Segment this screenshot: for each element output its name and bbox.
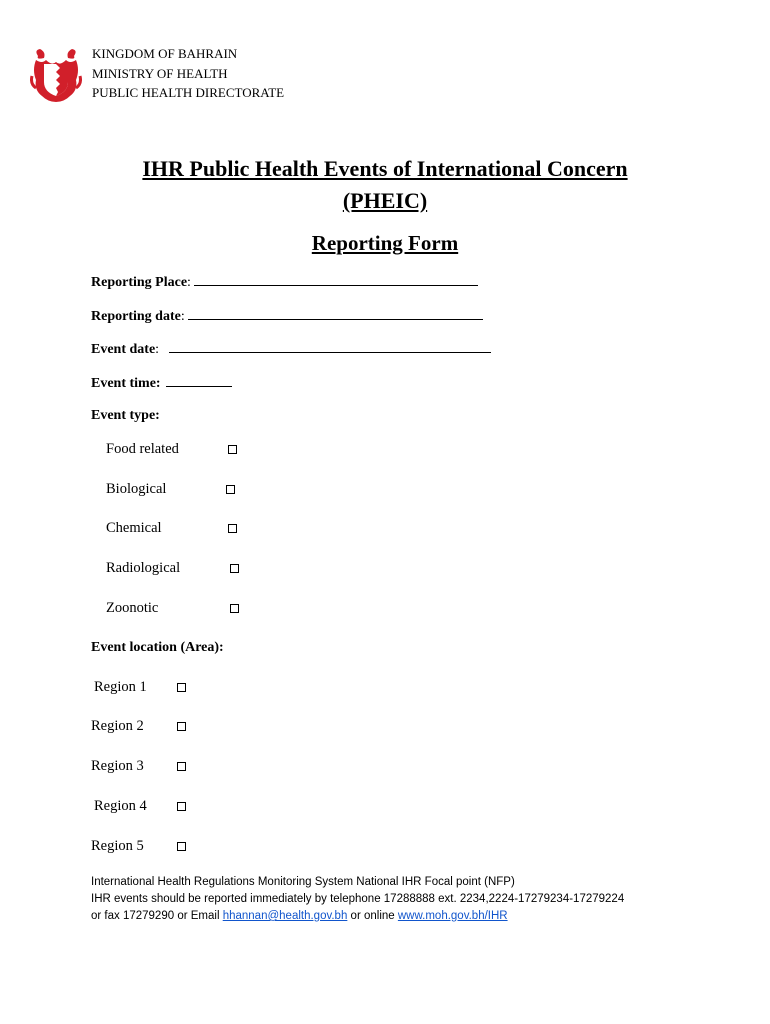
- event-date-field: Event date:: [91, 340, 491, 358]
- header-kingdom: KINGDOM OF BAHRAIN: [92, 46, 238, 61]
- footer-fax-text: or fax 17279290 or Email: [91, 910, 223, 922]
- region-1-checkbox[interactable]: [177, 683, 186, 692]
- region-3-checkbox[interactable]: [177, 762, 186, 771]
- header-directorate: PUBLIC HEALTH DIRECTORATE: [92, 85, 285, 100]
- website-link[interactable]: www.moh.gov.bh/IHR: [397, 910, 508, 922]
- region-5-checkbox[interactable]: [177, 842, 186, 851]
- form-subtitle: Reporting Form: [311, 231, 459, 255]
- event-type-zoonotic-checkbox[interactable]: [230, 604, 239, 613]
- footer-contact: [91, 908, 508, 925]
- email-link[interactable]: hhannan@health.gov.bh: [222, 910, 348, 922]
- region-4-checkbox[interactable]: [177, 802, 186, 811]
- footer-nfp: International Health Regulations Monitoring System National IHR Focal point (NFP): [91, 876, 515, 888]
- event-location-heading: Event location (Area):: [91, 640, 224, 655]
- form-title-abbrev: (PHEIC): [342, 188, 428, 213]
- region-4-label: Region 4: [94, 798, 147, 814]
- event-type-biological-label: Biological: [106, 481, 167, 497]
- reporting-date-label: Reporting date: [91, 309, 181, 324]
- event-time-label: Event time:: [91, 376, 161, 391]
- event-time-input[interactable]: [166, 374, 232, 387]
- region-5-label: Region 5: [91, 838, 144, 854]
- region-2-label: Region 2: [91, 718, 144, 734]
- event-type-radiological-label: Radiological: [106, 560, 181, 576]
- event-time-field: [91, 374, 232, 392]
- reporting-place-field: Reporting Place:: [91, 273, 478, 291]
- event-type-food-checkbox[interactable]: [228, 445, 237, 454]
- event-type-chemical-checkbox[interactable]: [228, 524, 237, 533]
- region-3-label: Region 3: [91, 758, 144, 774]
- event-type-heading: Event type:: [91, 408, 160, 423]
- event-type-biological-checkbox[interactable]: [226, 485, 235, 494]
- header-ministry: MINISTRY OF HEALTH: [92, 66, 228, 81]
- region-2-checkbox[interactable]: [177, 722, 186, 731]
- footer-online-text: or online: [347, 910, 398, 922]
- reporting-place-input[interactable]: [194, 273, 478, 286]
- event-date-input[interactable]: [169, 340, 491, 353]
- event-type-radiological-checkbox[interactable]: [230, 564, 239, 573]
- footer-telephone: IHR events should be reported immediately by telephone 17288888 ext. 2234,2224-17279234-17279224: [91, 893, 625, 905]
- form-title: IHR Public Health Events of International Concern: [142, 156, 628, 181]
- reporting-date-input[interactable]: [188, 307, 483, 320]
- event-type-food-label: Food related: [106, 441, 179, 457]
- event-date-label: Event date: [91, 342, 156, 357]
- bahrain-emblem-icon: [30, 46, 82, 104]
- reporting-date-field: Reporting date:: [91, 307, 483, 325]
- reporting-place-label: Reporting Place: [91, 275, 188, 290]
- event-type-zoonotic-label: Zoonotic: [106, 600, 159, 616]
- region-1-label: Region 1: [94, 679, 147, 695]
- event-type-chemical-label: Chemical: [106, 520, 162, 536]
